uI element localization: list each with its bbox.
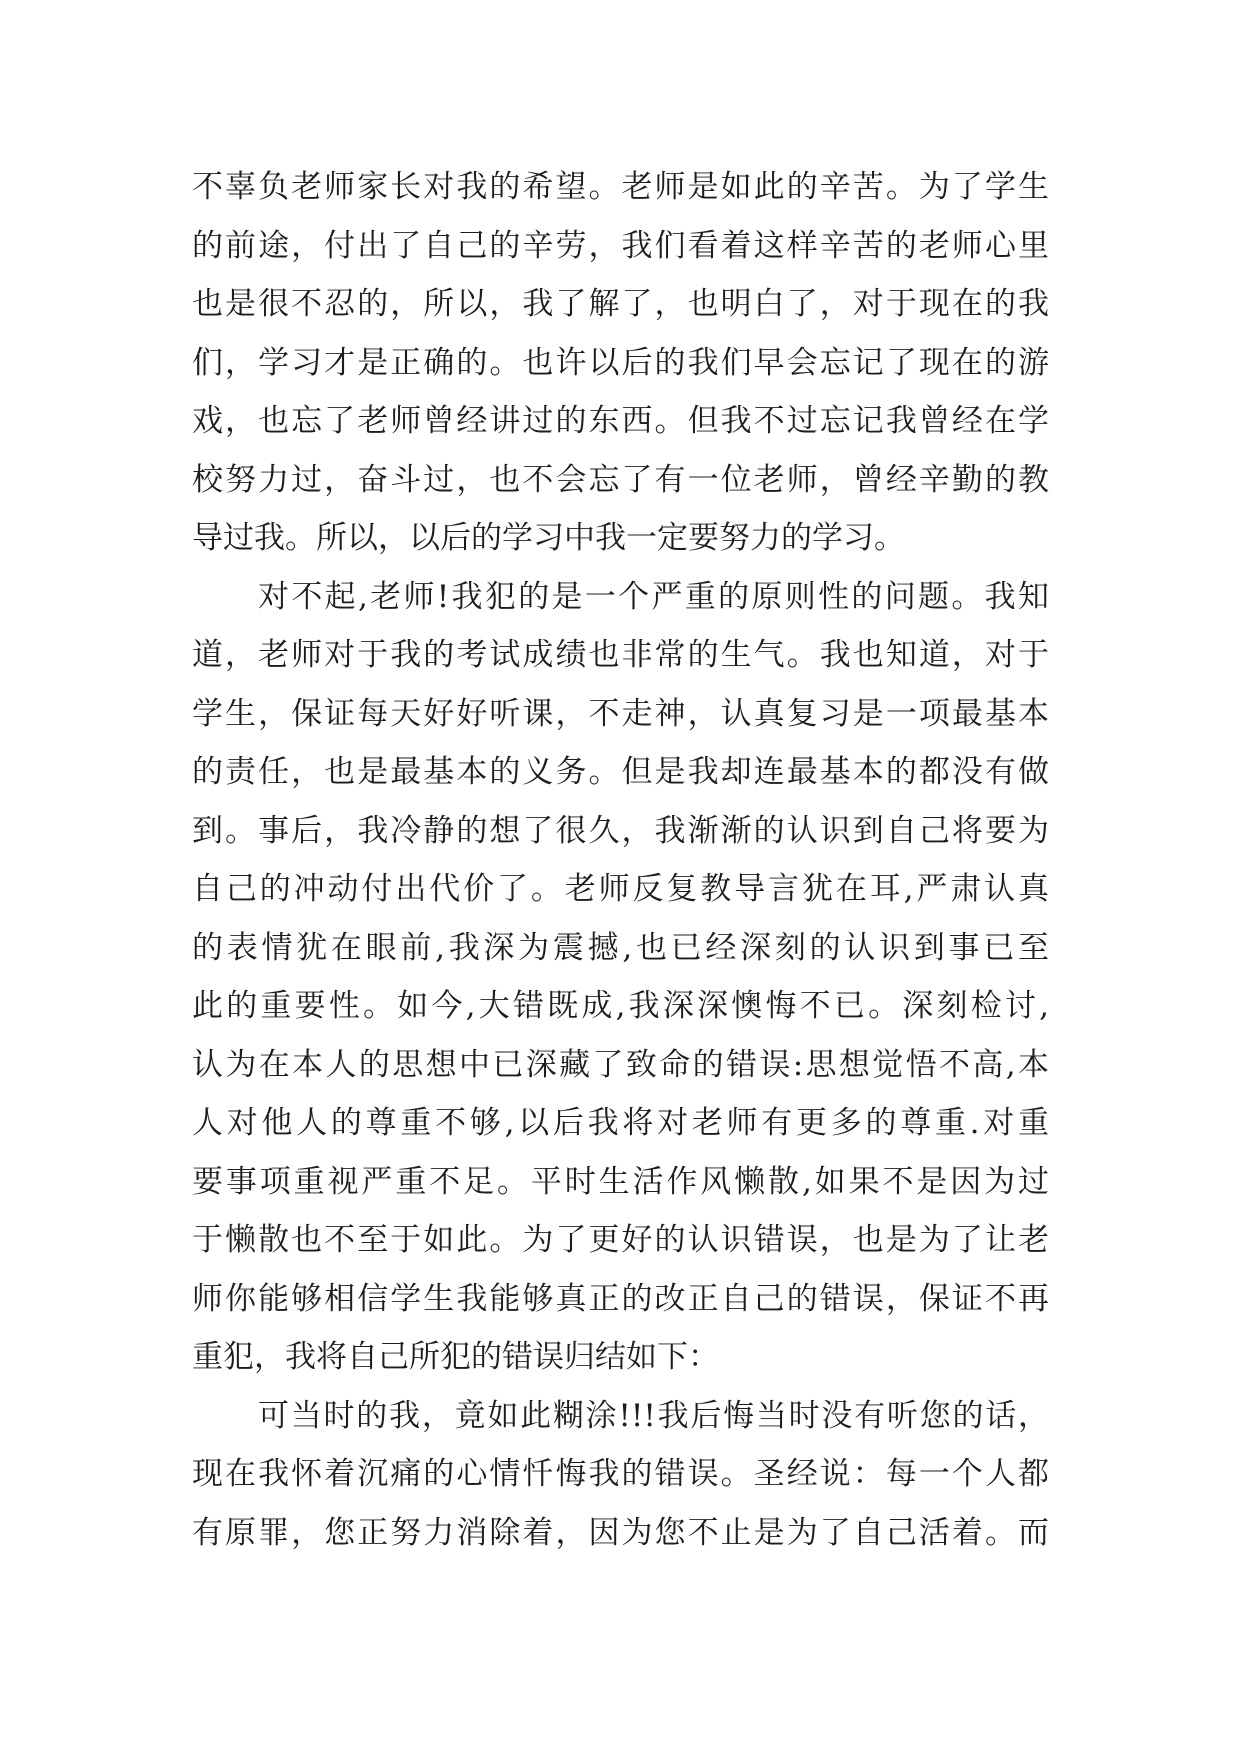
text-line: 的责任，也是最基本的义务。但是我却连最基本的都没有做 xyxy=(192,754,1049,790)
text-line: 此的重要性。如今,大错既成,我深深懊悔不已。深刻检讨, xyxy=(192,988,1049,1024)
body-text xyxy=(192,158,1049,1562)
text-line: 人对他人的尊重不够,以后我将对老师有更多的尊重.对重 xyxy=(192,1105,1049,1141)
text-line: 可当时的我，竟如此糊涂!!!我后悔当时没有听您的话， xyxy=(258,1397,1049,1434)
text-line: 要事项重视严重不足。平时生活作风懒散,如果不是因为过 xyxy=(192,1163,1049,1200)
text-line: 的表情犹在眼前,我深为震撼,也已经深刻的认识到事已至 xyxy=(192,929,1049,966)
text-line: 的前途，付出了自己的辛劳，我们看着这样辛苦的老师心里 xyxy=(192,227,1049,264)
text-line: 导过我。所以，以后的学习中我一定要努力的学习。 xyxy=(192,520,905,556)
text-line: 到。事后，我冷静的想了很久，我渐渐的认识到自己将要为 xyxy=(192,812,1049,849)
text-line: 们，学习才是正确的。也许以后的我们早会忘记了现在的游 xyxy=(192,344,1049,381)
text-line: 认为在本人的思想中已深藏了致命的错误:思想觉悟不高,本 xyxy=(192,1046,1049,1083)
text-line: 现在我怀着沉痛的心情忏悔我的错误。圣经说：每一个人都 xyxy=(192,1456,1049,1492)
text-line: 重犯，我将自己所犯的错误归结如下： xyxy=(192,1339,719,1375)
text-line: 不辜负老师家长对我的希望。老师是如此的辛苦。为了学生 xyxy=(192,169,1049,205)
text-line: 学生，保证每天好好听课，不走神，认真复习是一项最基本 xyxy=(192,695,1049,732)
text-line: 师你能够相信学生我能够真正的改正自己的错误，保证不再 xyxy=(192,1280,1049,1317)
text-line: 有原罪，您正努力消除着，因为您不止是为了自己活着。而 xyxy=(192,1514,1049,1551)
text-line: 于懒散也不至于如此。为了更好的认识错误，也是为了让老 xyxy=(192,1222,1049,1258)
text-line: 自己的冲动付出代价了。老师反复教导言犹在耳,严肃认真 xyxy=(192,871,1049,907)
text-line: 戏，也忘了老师曾经讲过的东西。但我不过忘记我曾经在学 xyxy=(192,403,1049,439)
text-line: 对不起,老师!我犯的是一个严重的原则性的问题。我知 xyxy=(258,578,1049,615)
text-line: 校努力过，奋斗过，也不会忘了有一位老师，曾经辛勤的教 xyxy=(192,461,1049,498)
text-line: 道，老师对于我的考试成绩也非常的生气。我也知道，对于 xyxy=(192,637,1049,673)
text-line: 也是很不忍的，所以，我了解了，也明白了，对于现在的我 xyxy=(192,286,1049,322)
paragraph-2 xyxy=(192,568,1049,1387)
paragraph-3 xyxy=(192,1387,1049,1563)
paragraph-1 xyxy=(192,158,1049,568)
